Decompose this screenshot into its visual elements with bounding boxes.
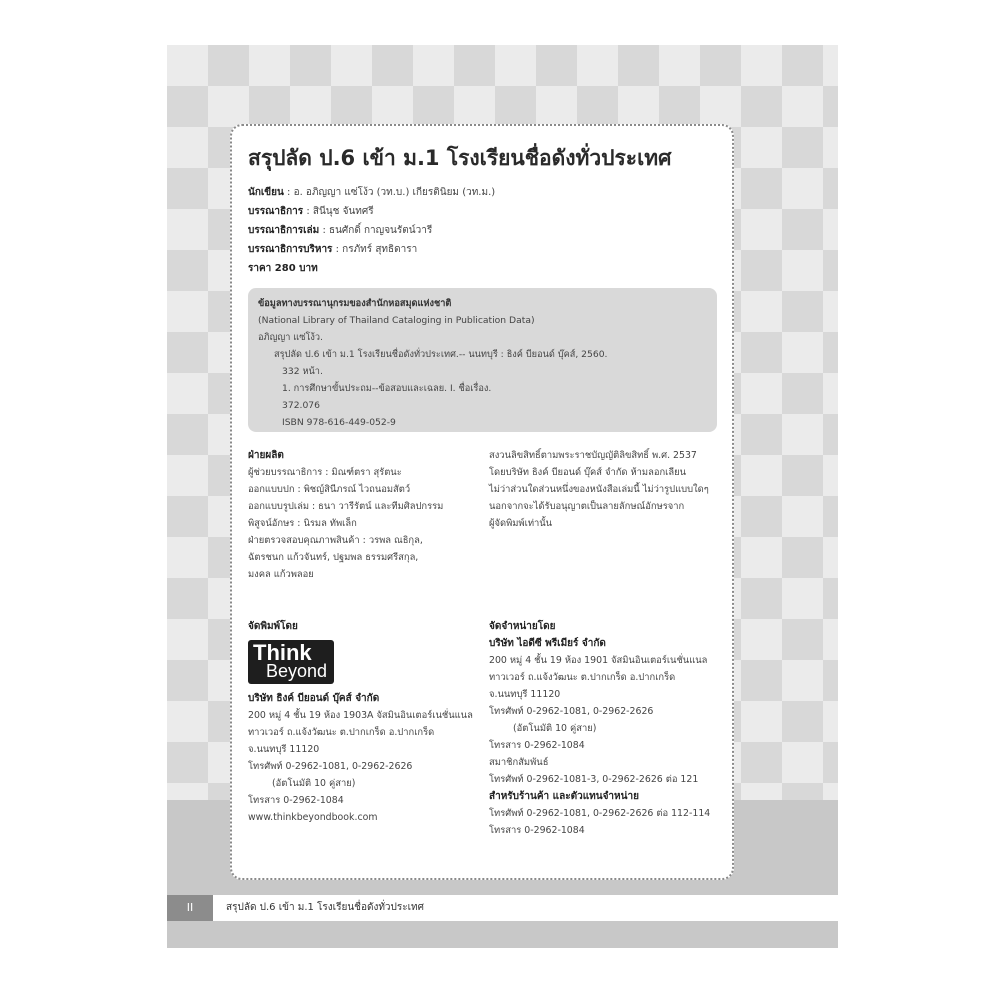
publisher-fax: โทรสาร 0-2962-1084 [248, 795, 344, 806]
distributor-heading: จัดจำหน่ายโดย [489, 621, 556, 632]
credit-price [248, 259, 495, 278]
credit-editor [248, 202, 495, 221]
credits-block [248, 183, 495, 278]
credit-value: : ธนศักดิ์ กาญจนรัตน์วารี [319, 225, 433, 236]
shops-fax: โทรสาร 0-2962-1084 [489, 825, 585, 836]
page-number: II [167, 895, 213, 921]
production-line: ออกแบบรูปเล่ม : ธนา วารีรัตน์ และทีมศิลปกรรม [248, 501, 444, 512]
publisher-address-line: 200 หมู่ 4 ชั้น 19 ห้อง 1903A จัสมินอินเตอร์เนชั่นแนล [248, 710, 473, 721]
running-title: สรุปลัด ป.6 เข้า ม.1 โรงเรียนชื่อดังทั่วประเทศ [226, 902, 424, 913]
credit-author [248, 183, 495, 202]
credit-value: : อ. อภิญญา แซ่โง้ว (วท.บ.) เกียรตินิยม (วท.ม.) [283, 187, 496, 198]
production-line: ฉัตรชนก แก้วจันทร์, ปฐมพล ธรรมศรีสกุล, [248, 552, 419, 563]
shops-heading: สำหรับร้านค้า และตัวแทนจำหน่าย [489, 791, 639, 802]
copyright-section [489, 447, 709, 532]
member-relations-label: สมาชิกสัมพันธ์ [489, 757, 549, 768]
publisher-heading: จัดพิมพ์โดย [248, 621, 298, 632]
production-line: พิสูจน์อักษร : นิรมล ทัพเล็ก [248, 518, 357, 529]
credit-executive-editor [248, 240, 495, 259]
publisher-name: บริษัท ธิงค์ บียอนด์ บุ๊คส์ จำกัด [248, 693, 380, 704]
production-line: มงคล แก้วพลอย [248, 569, 314, 580]
publisher-auto-lines: (อัตโนมัติ 10 คู่สาย) [272, 778, 356, 789]
imprint-card [230, 124, 734, 880]
publisher-website[interactable]: www.thinkbeyondbook.com [248, 812, 378, 823]
logo-line1: Think [253, 640, 312, 665]
credit-label: นักเขียน [248, 187, 284, 198]
cip-author: อภิญญา แซ่โง้ว. [258, 332, 323, 343]
cip-classification: 372.076 [282, 400, 320, 411]
credit-label: บรรณาธิการ [248, 206, 304, 217]
cip-heading: ข้อมูลทางบรรณานุกรมของสำนักหอสมุดแห่งชาติ [258, 298, 452, 309]
cip-isbn: ISBN 978-616-449-052-9 [282, 417, 396, 428]
shops-phone: โทรศัพท์ 0-2962-1081, 0-2962-2626 ต่อ 112-114 [489, 808, 711, 819]
production-heading: ฝ่ายผลิต [248, 450, 284, 461]
distributor-address-line: ทาวเวอร์ ถ.แจ้งวัฒนะ ต.ปากเกร็ด อ.ปากเกร็ด [489, 672, 676, 683]
distributor-address-line: 200 หมู่ 4 ชั้น 19 ห้อง 1901 จัสมินอินเตอร์เนชั่นแนล [489, 655, 708, 666]
publisher-phone: โทรศัพท์ 0-2962-1081, 0-2962-2626 [248, 761, 413, 772]
credit-label: บรรณาธิการบริหาร [248, 244, 333, 255]
production-line: ฝ่ายตรวจสอบคุณภาพสินค้า : วรพล ณธิกุล, [248, 535, 423, 546]
copyright-line: สงวนลิขสิทธิ์ตามพระราชบัญญัติลิขสิทธิ์ พ.ศ. 2537 [489, 450, 697, 461]
publisher-address-line: จ.นนทบุรี 11120 [248, 744, 320, 755]
production-section [248, 447, 443, 583]
cip-subjects: 1. การศึกษาขั้นประถม--ข้อสอบและเฉลย. I. ชื่อเรื่อง. [282, 383, 492, 394]
copyright-line: โดยบริษัท ธิงค์ บียอนด์ บุ๊คส์ จำกัด ห้ามลอกเลียน [489, 467, 686, 478]
cip-title-line: สรุปลัด ป.6 เข้า ม.1 โรงเรียนชื่อดังทั่วประเทศ.-- นนทบุรี : ธิงค์ บียอนด์ บุ๊คส์, 2560. [274, 349, 608, 360]
price-label: ราคา 280 บาท [248, 263, 318, 274]
production-line: ผู้ช่วยบรรณาธิการ : มิณฑ์ตรา สุรัตนะ [248, 467, 402, 478]
copyright-line: ไม่ว่าส่วนใดส่วนหนึ่งของหนังสือเล่มนี้ ไม่ว่ารูปแบบใดๆ [489, 484, 709, 495]
page-footer [167, 895, 838, 921]
copyright-line: นอกจากจะได้รับอนุญาตเป็นลายลักษณ์อักษรจาก [489, 501, 685, 512]
distributor-phone: โทรศัพท์ 0-2962-1081, 0-2962-2626 [489, 706, 654, 717]
credit-volume-editor [248, 221, 495, 240]
cip-english: (National Library of Thailand Cataloging in Publication Data) [258, 315, 535, 326]
think-beyond-logo [248, 640, 334, 684]
distributor-address-line: จ.นนทบุรี 11120 [489, 689, 561, 700]
cip-pages: 332 หน้า. [282, 366, 323, 377]
distributor-fax: โทรสาร 0-2962-1084 [489, 740, 585, 751]
credit-value: : กรภัทร์ สุทธิดารา [332, 244, 418, 255]
credit-value: : สินีนุช จันทศรี [303, 206, 374, 217]
book-title: สรุปลัด ป.6 เข้า ม.1 โรงเรียนชื่อดังทั่วประเทศ [248, 146, 672, 170]
publisher-section [248, 618, 473, 826]
publisher-address-line: ทาวเวอร์ ถ.แจ้งวัฒนะ ต.ปากเกร็ด อ.ปากเกร็ด [248, 727, 435, 738]
production-line: ออกแบบปก : พิชญ์สินีภรณ์ ไวถนอมสัตว์ [248, 484, 411, 495]
distributor-section [489, 618, 710, 839]
member-relations-phone: โทรศัพท์ 0-2962-1081-3, 0-2962-2626 ต่อ 121 [489, 774, 699, 785]
cip-box [248, 288, 717, 432]
distributor-name: บริษัท ไอดีซี พรีเมียร์ จำกัด [489, 638, 606, 649]
logo-line2: Beyond [266, 661, 328, 681]
copyright-line: ผู้จัดพิมพ์เท่านั้น [489, 518, 553, 529]
credit-label: บรรณาธิการเล่ม [248, 225, 320, 236]
distributor-auto-lines: (อัตโนมัติ 10 คู่สาย) [513, 723, 597, 734]
